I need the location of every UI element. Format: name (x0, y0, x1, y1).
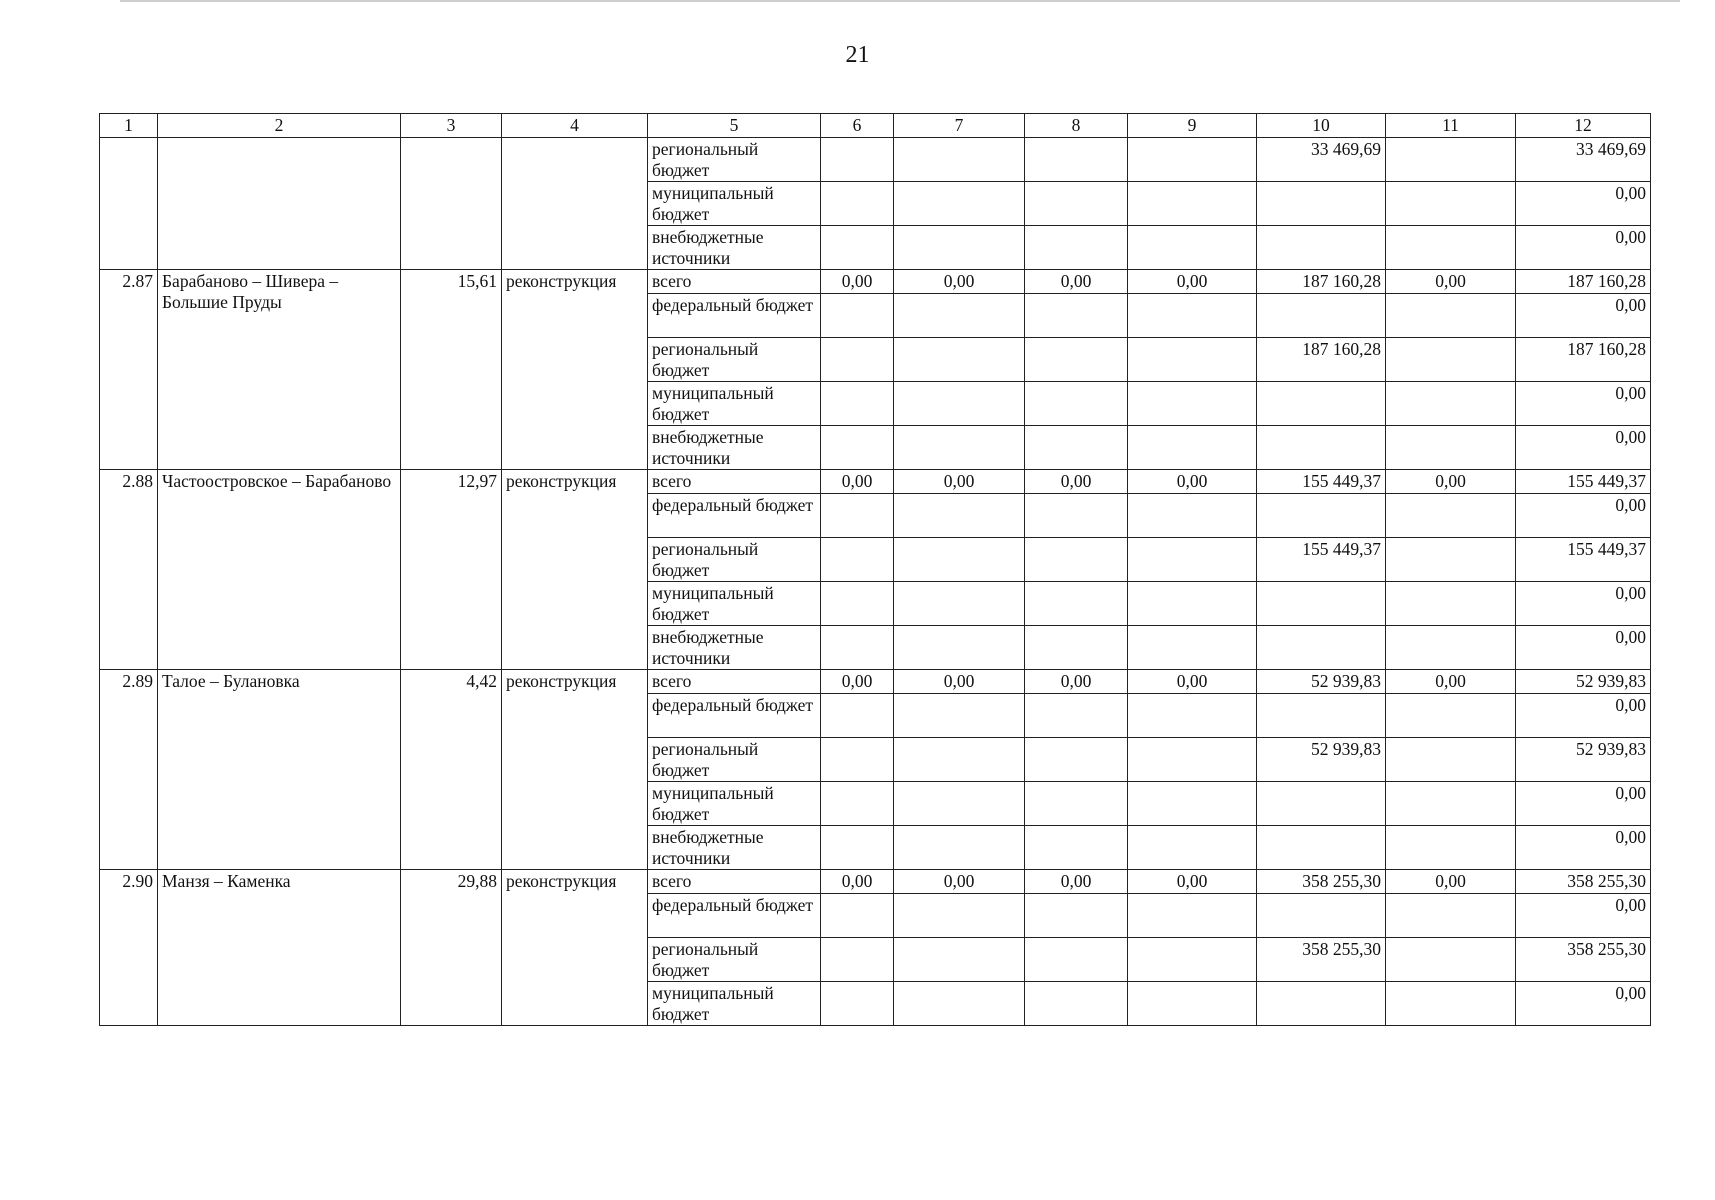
col12-cell: 33 469,69 (1516, 138, 1651, 182)
length-cell: 29,88 (401, 870, 502, 1026)
col8-cell (1025, 694, 1128, 738)
col12-cell: 52 939,83 (1516, 670, 1651, 694)
col10-cell (1257, 782, 1386, 826)
col10-cell (1257, 626, 1386, 670)
col9-cell (1128, 982, 1257, 1026)
funding-source-cell: региональный бюджет (648, 938, 821, 982)
col11-cell (1386, 626, 1516, 670)
col11-cell (1386, 294, 1516, 338)
col11-cell (1386, 894, 1516, 938)
funding-source-cell: муниципальный бюджет (648, 982, 821, 1026)
col9-cell: 0,00 (1128, 870, 1257, 894)
col12-cell: 0,00 (1516, 626, 1651, 670)
col8-cell: 0,00 (1025, 470, 1128, 494)
col12-cell: 187 160,28 (1516, 270, 1651, 294)
funding-source-cell: федеральный бюджет (648, 694, 821, 738)
col7-cell: 0,00 (894, 470, 1025, 494)
col12-cell: 0,00 (1516, 894, 1651, 938)
funding-source-cell: всего (648, 470, 821, 494)
col6-cell (821, 382, 894, 426)
object-total-row (100, 870, 1651, 894)
road-name-cell: Частоостровское – Барабаново (158, 470, 401, 670)
col9-cell (1128, 226, 1257, 270)
column-header: 5 (648, 114, 821, 138)
col6-cell (821, 226, 894, 270)
col7-cell (894, 538, 1025, 582)
col10-cell (1257, 894, 1386, 938)
col9-cell (1128, 782, 1257, 826)
col11-cell (1386, 826, 1516, 870)
col10-cell: 52 939,83 (1257, 670, 1386, 694)
table-body (100, 114, 1651, 1026)
budget-table (99, 113, 1651, 1026)
col8-cell (1025, 582, 1128, 626)
road-name-cell: Манзя – Каменка (158, 870, 401, 1026)
col8-cell: 0,00 (1025, 270, 1128, 294)
col8-cell: 0,00 (1025, 870, 1128, 894)
col7-cell (894, 694, 1025, 738)
funding-source-cell: муниципальный бюджет (648, 182, 821, 226)
funding-source-cell: всего (648, 270, 821, 294)
col11-cell: 0,00 (1386, 870, 1516, 894)
funding-source-cell: региональный бюджет (648, 738, 821, 782)
col10-cell: 33 469,69 (1257, 138, 1386, 182)
col10-cell: 358 255,30 (1257, 870, 1386, 894)
column-header: 12 (1516, 114, 1651, 138)
col7-cell (894, 982, 1025, 1026)
col10-cell (1257, 826, 1386, 870)
col8-cell (1025, 738, 1128, 782)
col10-cell: 358 255,30 (1257, 938, 1386, 982)
col12-cell: 0,00 (1516, 382, 1651, 426)
col11-cell (1386, 582, 1516, 626)
col7-cell (894, 382, 1025, 426)
work-type-cell (502, 138, 648, 270)
col11-cell (1386, 338, 1516, 382)
col7-cell (894, 938, 1025, 982)
funding-source-cell: внебюджетные источники (648, 826, 821, 870)
col8-cell (1025, 226, 1128, 270)
col12-cell: 0,00 (1516, 582, 1651, 626)
object-total-row (100, 470, 1651, 494)
col9-cell (1128, 894, 1257, 938)
col6-cell (821, 426, 894, 470)
col9-cell: 0,00 (1128, 470, 1257, 494)
col7-cell: 0,00 (894, 270, 1025, 294)
funding-source-cell: внебюджетные источники (648, 626, 821, 670)
funding-source-cell: региональный бюджет (648, 138, 821, 182)
col6-cell (821, 182, 894, 226)
col7-cell (894, 494, 1025, 538)
funding-source-cell: муниципальный бюджет (648, 782, 821, 826)
funding-source-cell: муниципальный бюджет (648, 382, 821, 426)
col6-cell (821, 938, 894, 982)
col10-cell (1257, 982, 1386, 1026)
col6-cell (821, 582, 894, 626)
col11-cell (1386, 938, 1516, 982)
col12-cell: 155 449,37 (1516, 470, 1651, 494)
column-header: 10 (1257, 114, 1386, 138)
col9-cell (1128, 938, 1257, 982)
col9-cell: 0,00 (1128, 270, 1257, 294)
col12-cell: 187 160,28 (1516, 338, 1651, 382)
col11-cell (1386, 426, 1516, 470)
col11-cell (1386, 738, 1516, 782)
col7-cell (894, 826, 1025, 870)
funding-source-cell: федеральный бюджет (648, 894, 821, 938)
column-header: 3 (401, 114, 502, 138)
col8-cell (1025, 426, 1128, 470)
col11-cell (1386, 382, 1516, 426)
funding-source-cell: внебюджетные источники (648, 226, 821, 270)
col8-cell (1025, 182, 1128, 226)
col9-cell (1128, 626, 1257, 670)
row-number-cell: 2.90 (100, 870, 158, 1026)
col9-cell: 0,00 (1128, 670, 1257, 694)
col8-cell (1025, 938, 1128, 982)
column-header: 1 (100, 114, 158, 138)
col6-cell: 0,00 (821, 870, 894, 894)
col11-cell (1386, 494, 1516, 538)
col6-cell: 0,00 (821, 270, 894, 294)
col9-cell (1128, 294, 1257, 338)
col6-cell (821, 538, 894, 582)
col9-cell (1128, 494, 1257, 538)
col11-cell (1386, 138, 1516, 182)
col7-cell (894, 226, 1025, 270)
col12-cell: 155 449,37 (1516, 538, 1651, 582)
funding-source-cell: муниципальный бюджет (648, 582, 821, 626)
col7-cell (894, 182, 1025, 226)
col9-cell (1128, 426, 1257, 470)
funding-source-cell: всего (648, 870, 821, 894)
funding-source-cell: всего (648, 670, 821, 694)
col11-cell (1386, 226, 1516, 270)
col8-cell (1025, 782, 1128, 826)
top-edge-rule (120, 0, 1680, 2)
work-type-cell: реконструкция (502, 670, 648, 870)
col8-cell (1025, 338, 1128, 382)
col9-cell (1128, 382, 1257, 426)
col10-cell: 52 939,83 (1257, 738, 1386, 782)
col12-cell: 52 939,83 (1516, 738, 1651, 782)
road-name-cell (158, 138, 401, 270)
col6-cell (821, 982, 894, 1026)
col9-cell (1128, 826, 1257, 870)
col12-cell: 358 255,30 (1516, 938, 1651, 982)
object-total-row (100, 670, 1651, 694)
col11-cell (1386, 694, 1516, 738)
col11-cell (1386, 982, 1516, 1026)
col7-cell (894, 138, 1025, 182)
col10-cell (1257, 182, 1386, 226)
column-header: 7 (894, 114, 1025, 138)
funding-source-cell: внебюджетные источники (648, 426, 821, 470)
col6-cell (821, 826, 894, 870)
col9-cell (1128, 138, 1257, 182)
col7-cell (894, 894, 1025, 938)
column-header: 9 (1128, 114, 1257, 138)
work-type-cell: реконструкция (502, 470, 648, 670)
col12-cell: 0,00 (1516, 226, 1651, 270)
col7-cell (894, 582, 1025, 626)
row-number-cell (100, 138, 158, 270)
col11-cell: 0,00 (1386, 670, 1516, 694)
col12-cell: 358 255,30 (1516, 870, 1651, 894)
col7-cell (894, 338, 1025, 382)
length-cell: 4,42 (401, 670, 502, 870)
col7-cell: 0,00 (894, 670, 1025, 694)
row-number-cell: 2.87 (100, 270, 158, 470)
col10-cell (1257, 226, 1386, 270)
col10-cell (1257, 582, 1386, 626)
col8-cell: 0,00 (1025, 670, 1128, 694)
col8-cell (1025, 294, 1128, 338)
col10-cell (1257, 426, 1386, 470)
header-row (100, 114, 1651, 138)
col6-cell (821, 338, 894, 382)
page-number: 21 (845, 42, 870, 68)
col12-cell: 0,00 (1516, 494, 1651, 538)
col7-cell (894, 782, 1025, 826)
col11-cell: 0,00 (1386, 470, 1516, 494)
col9-cell (1128, 694, 1257, 738)
col9-cell (1128, 582, 1257, 626)
col12-cell: 0,00 (1516, 826, 1651, 870)
col12-cell: 0,00 (1516, 694, 1651, 738)
column-header: 6 (821, 114, 894, 138)
column-header: 4 (502, 114, 648, 138)
col12-cell: 0,00 (1516, 426, 1651, 470)
col6-cell (821, 626, 894, 670)
col9-cell (1128, 338, 1257, 382)
col11-cell (1386, 782, 1516, 826)
row-number-cell: 2.88 (100, 470, 158, 670)
col8-cell (1025, 826, 1128, 870)
length-cell: 15,61 (401, 270, 502, 470)
col6-cell (821, 494, 894, 538)
object-total-row (100, 270, 1651, 294)
col7-cell (894, 738, 1025, 782)
col12-cell: 0,00 (1516, 982, 1651, 1026)
col11-cell (1386, 538, 1516, 582)
col7-cell (894, 294, 1025, 338)
column-header: 8 (1025, 114, 1128, 138)
col6-cell (821, 782, 894, 826)
col6-cell (821, 738, 894, 782)
col6-cell: 0,00 (821, 470, 894, 494)
col8-cell (1025, 382, 1128, 426)
col8-cell (1025, 494, 1128, 538)
col7-cell (894, 626, 1025, 670)
road-name-cell: Барабаново – Шивера – Большие Пруды (158, 270, 401, 470)
col7-cell (894, 426, 1025, 470)
col10-cell: 155 449,37 (1257, 470, 1386, 494)
col7-cell: 0,00 (894, 870, 1025, 894)
col10-cell: 187 160,28 (1257, 338, 1386, 382)
column-header: 2 (158, 114, 401, 138)
col9-cell (1128, 182, 1257, 226)
col6-cell (821, 294, 894, 338)
col12-cell: 0,00 (1516, 182, 1651, 226)
funding-source-cell: федеральный бюджет (648, 294, 821, 338)
col6-cell (821, 138, 894, 182)
work-type-cell: реконструкция (502, 270, 648, 470)
col6-cell: 0,00 (821, 670, 894, 694)
col10-cell: 155 449,37 (1257, 538, 1386, 582)
funding-source-row (100, 138, 1651, 182)
col6-cell (821, 894, 894, 938)
col10-cell (1257, 694, 1386, 738)
col12-cell: 0,00 (1516, 782, 1651, 826)
work-type-cell: реконструкция (502, 870, 648, 1026)
col8-cell (1025, 626, 1128, 670)
col9-cell (1128, 538, 1257, 582)
column-header: 11 (1386, 114, 1516, 138)
col8-cell (1025, 982, 1128, 1026)
road-name-cell: Талое – Булановка (158, 670, 401, 870)
col10-cell (1257, 294, 1386, 338)
funding-source-cell: федеральный бюджет (648, 494, 821, 538)
col9-cell (1128, 738, 1257, 782)
row-number-cell: 2.89 (100, 670, 158, 870)
col10-cell (1257, 494, 1386, 538)
length-cell: 12,97 (401, 470, 502, 670)
col10-cell: 187 160,28 (1257, 270, 1386, 294)
col8-cell (1025, 894, 1128, 938)
funding-source-cell: региональный бюджет (648, 338, 821, 382)
col12-cell: 0,00 (1516, 294, 1651, 338)
col11-cell (1386, 182, 1516, 226)
length-cell (401, 138, 502, 270)
col10-cell (1257, 382, 1386, 426)
col11-cell: 0,00 (1386, 270, 1516, 294)
col6-cell (821, 694, 894, 738)
funding-source-cell: региональный бюджет (648, 538, 821, 582)
col8-cell (1025, 538, 1128, 582)
col8-cell (1025, 138, 1128, 182)
